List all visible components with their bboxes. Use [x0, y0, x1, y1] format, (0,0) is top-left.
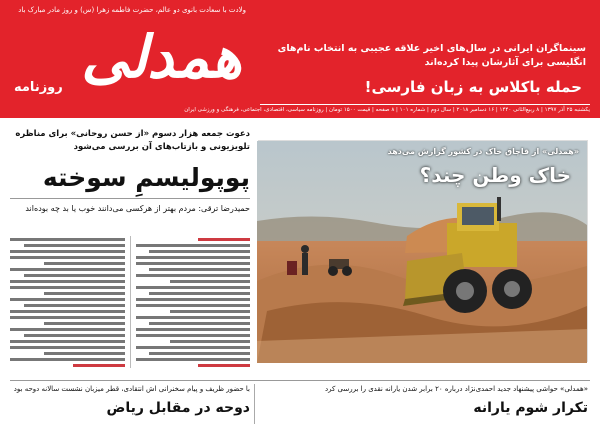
body-line [149, 292, 250, 295]
body-line [149, 322, 250, 325]
photo-story-caption: «همدلی» از قاچاق خاک در کشور گزارش می‌دهد [387, 147, 579, 156]
body-line [44, 322, 124, 325]
masthead-headline-kicker: سینماگران ایرانی در سال‌های اخیر علاقه عجیبی به انتخاب نام‌های انگلیسی برای آثارشان پیدا کرده‌اند [277, 43, 586, 68]
photo-story[interactable] [258, 140, 588, 362]
masthead-headline-block [256, 42, 586, 100]
masthead-headline[interactable]: حمله باکلاس به زبان فارسی! [364, 78, 582, 96]
body-line [136, 274, 251, 277]
body-line [136, 334, 251, 337]
body-column-right [136, 236, 251, 368]
body-line [170, 310, 250, 313]
column-rule [130, 236, 131, 368]
bottom-right-kicker: «همدلی» حواشی پیشنهاد جدید احمدی‌نژاد درباره ۲۰ برابر شدن یارانه نقدی را بررسی کرد [324, 385, 588, 393]
body-line [10, 310, 125, 313]
body-line [136, 316, 251, 319]
body-line [10, 358, 125, 361]
body-line [10, 286, 125, 289]
lead-story-body [10, 236, 250, 368]
body-line [10, 250, 125, 253]
body-line [136, 262, 251, 265]
body-line [198, 364, 250, 367]
body-line [136, 328, 251, 331]
body-column-left [10, 236, 125, 368]
body-line [24, 274, 125, 277]
body-line [149, 250, 250, 253]
body-line [10, 268, 125, 271]
body-line [136, 256, 251, 259]
issue-info-strip: یکشنبه ۲۵ آذر ۱۳۹۷ | ۸ ربیع‌الثانی ۱۴۴۰ | ۱۶ دسامبر ۲۰۱۸ | سال دوم | شماره ۱۰۱ | ۸ صفحه | قیمت ۱۵۰۰ تومان | روزنامه سیاسی، اقتصادی، اجتماعی، فرهنگی و ورزشی ایران [260, 104, 590, 116]
body-line [10, 298, 125, 301]
masthead [0, 0, 600, 118]
bottom-story-left [10, 384, 250, 419]
bottom-left-kicker: با حضور ظریف و پیام سخنرانی اش انتقادی، قطر میزبان نشست سالانه دوحه بود [13, 385, 250, 393]
photo-story-title[interactable]: خاک وطن چند؟ [419, 163, 571, 187]
body-line [10, 238, 125, 241]
body-line [170, 280, 250, 283]
newspaper-logo: همدلی [81, 23, 242, 91]
body-line [136, 346, 251, 349]
body-line [10, 280, 125, 283]
body-line [24, 244, 125, 247]
lead-story [10, 128, 250, 378]
body-line [10, 340, 125, 343]
body-line [10, 346, 125, 349]
body-line [10, 316, 125, 319]
bottom-left-title[interactable]: دوحه در مقابل ریاض [106, 400, 250, 416]
body-line [136, 358, 251, 361]
body-line [136, 304, 251, 307]
body-line [136, 244, 251, 247]
body-line [10, 256, 125, 259]
body-line [44, 262, 124, 265]
bottom-story-right [258, 384, 588, 419]
body-line [170, 340, 250, 343]
body-line [24, 334, 125, 337]
logo-block [14, 6, 246, 114]
masthead-tagline: ولادت با سعادت بانوی دو عالم، حضرت فاطمه زهرا (س) و روز مادر مبارک باد [18, 6, 246, 14]
lead-story-title[interactable]: پوپولیسمِ سوخته [10, 158, 250, 199]
body-line [198, 238, 250, 241]
newspaper-logo-sub: روزنامه [14, 80, 63, 95]
body-line [44, 292, 124, 295]
body-line [24, 304, 125, 307]
body-line [136, 298, 251, 301]
bottom-right-title[interactable]: تکرار شوم یارانه [473, 400, 588, 416]
body-line [73, 364, 125, 367]
bottom-column-rule [254, 384, 255, 424]
lead-story-byline: حمیدرضا ترقی: مردم بهتر از هرکسی می‌دانند خوب یا بد چه بوده‌اند [25, 204, 250, 213]
body-line [149, 352, 250, 355]
bottom-divider [10, 380, 590, 381]
body-line [10, 328, 125, 331]
body-line [44, 352, 124, 355]
lead-story-kicker: دعوت جمعه هزار دسوم «از حسن روحانی» برای مناظره تلویزیونی و بازتاب‌های آن بررسی می‌شود [15, 129, 250, 152]
body-line [149, 268, 250, 271]
body-line [136, 286, 251, 289]
